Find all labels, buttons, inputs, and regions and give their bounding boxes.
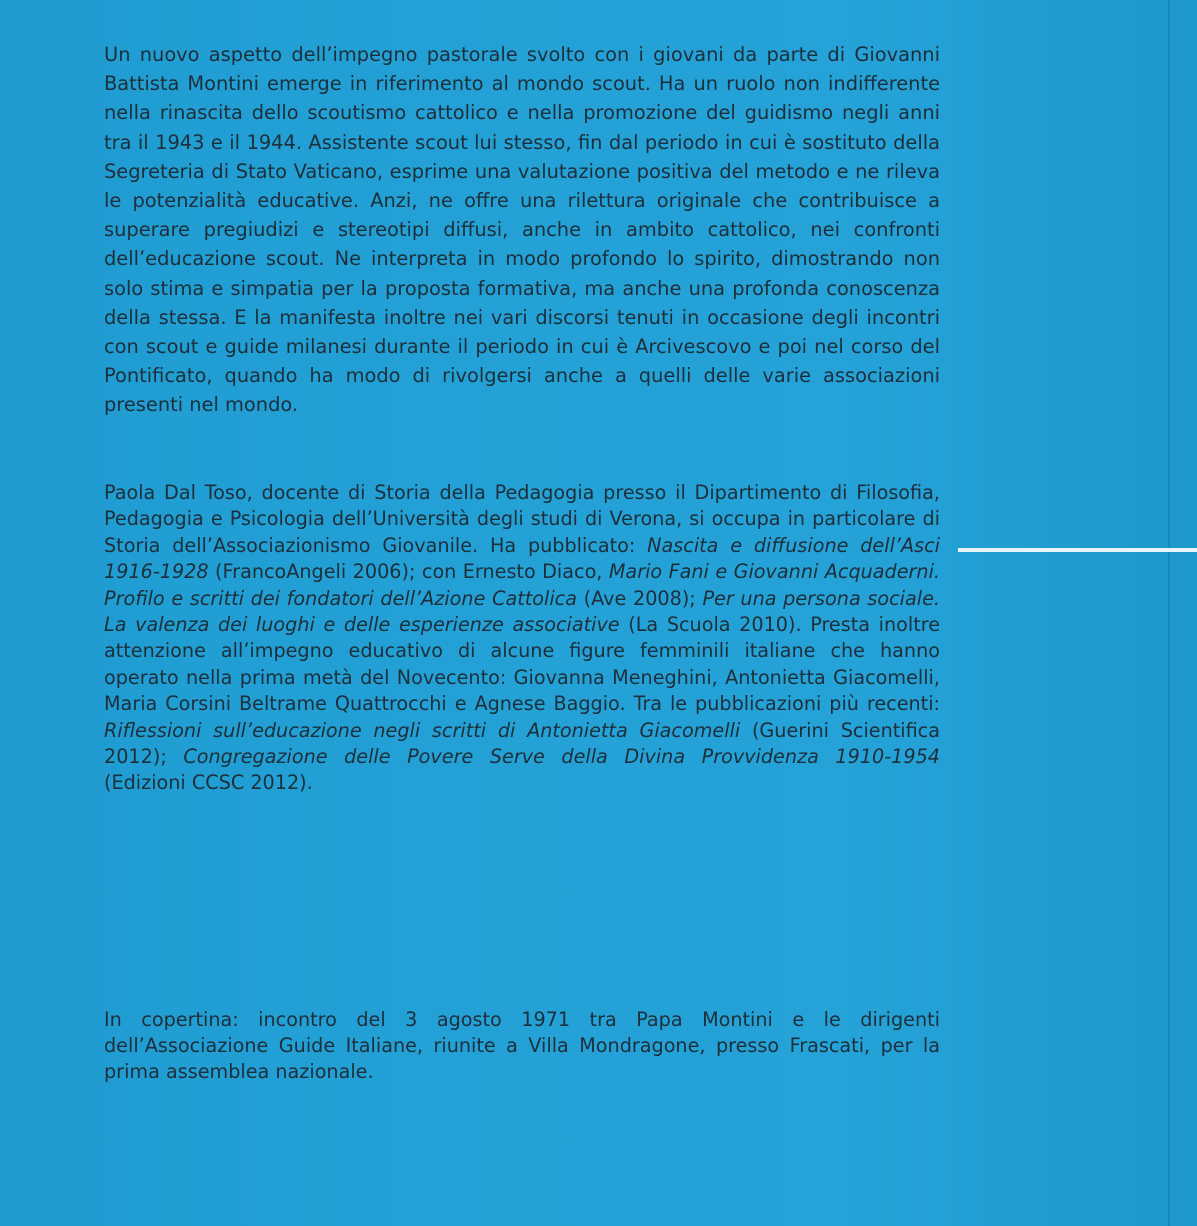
book-title: Congregazione delle Povere Serve della Divina Provvidenza 1910-1954 [183, 745, 940, 769]
book-title: Mario Fani e Giovanni Acquaderni. Profilo e scritti dei fondatori dell’Azione Cattolica [104, 560, 941, 610]
bio-text: (Guerini Scientifica 2012); [104, 718, 940, 769]
book-title: Per una persona sociale. La valenza dei luoghi e delle esperienze associative [104, 586, 940, 637]
bio-text: (La Scuola 2010). Presta inoltre attenzione all’impegno educativo di alcune figure femminili italiane che hanno operato nella prima metà del Novecento: Giovanna Meneghini, Antonietta Giacomelli, Maria Corsini Beltrame Quattrocchi e Agnese Baggio. Tra le pubblicazioni più recenti: [104, 613, 940, 716]
decorative-rule [958, 548, 1197, 552]
bio-text: Paola Dal Toso, docente di Storia della Pedagogia presso il Dipartimento di Filosofia, Pedagogia e Psicologia dell’Università degli studi di Verona, si occupa in particolare di Storia dell’Associazionismo Giovanile. Ha pubblicato: [104, 481, 940, 557]
book-title: Nascita e diffusione dell’Asci 1916-1928 [104, 533, 940, 584]
intro-paragraph: Un nuovo aspetto dell’impegno pastorale svolto con i giovani da parte di Giovanni Battista Montini emerge in riferimento al mondo scout. Ha un ruolo non indifferente nella rinascita dello scoutismo cattolico e nella promozione del guidismo negli anni tra il 1943 e il 1944. Assistente scout lui stesso, fin dal periodo in cui è sostituto della Segreteria di Stato Vaticano, esprime una valutazione positiva del metodo e ne rileva le potenzialità educative. Anzi, ne offre una rilettura originale che contribuisce a superare pregiudizi e stereotipi diffusi, anche in ambito cattolico, nei confronti dell’educazione scout. Ne interpreta in modo profondo lo spirito, dimostrando non solo stima e simpatia per la proposta formativa, ma anche una profonda conoscenza della stessa. E la manifesta inoltre nei vari discorsi tenuti in occasione degli incontri con scout e guide milanesi durante il periodo in cui è Arcivescovo e poi nel corso del Pontificato, quando ha modo di rivolgersi anche a quelli delle varie associazioni presenti nel mondo. [104, 43, 940, 417]
bio-text: (Edizioni CCSC 2012). [104, 771, 313, 795]
bio-text: (Ave 2008); [576, 586, 703, 610]
spine-edge [1168, 0, 1170, 1226]
book-title: Riflessioni sull’educazione negli scritti di Antonietta Giacomelli [104, 718, 741, 742]
cover-caption: In copertina: incontro del 3 agosto 1971 tra Papa Montini e le dirigenti dell’Associazione Guide Italiane, riunite a Villa Mondragone, presso Frascati, per la prima assemblea nazionale. [104, 1008, 940, 1083]
author-bio-paragraph [104, 480, 940, 797]
bio-text: (FrancoAngeli 2006); con Ernesto Diaco, [208, 560, 609, 584]
